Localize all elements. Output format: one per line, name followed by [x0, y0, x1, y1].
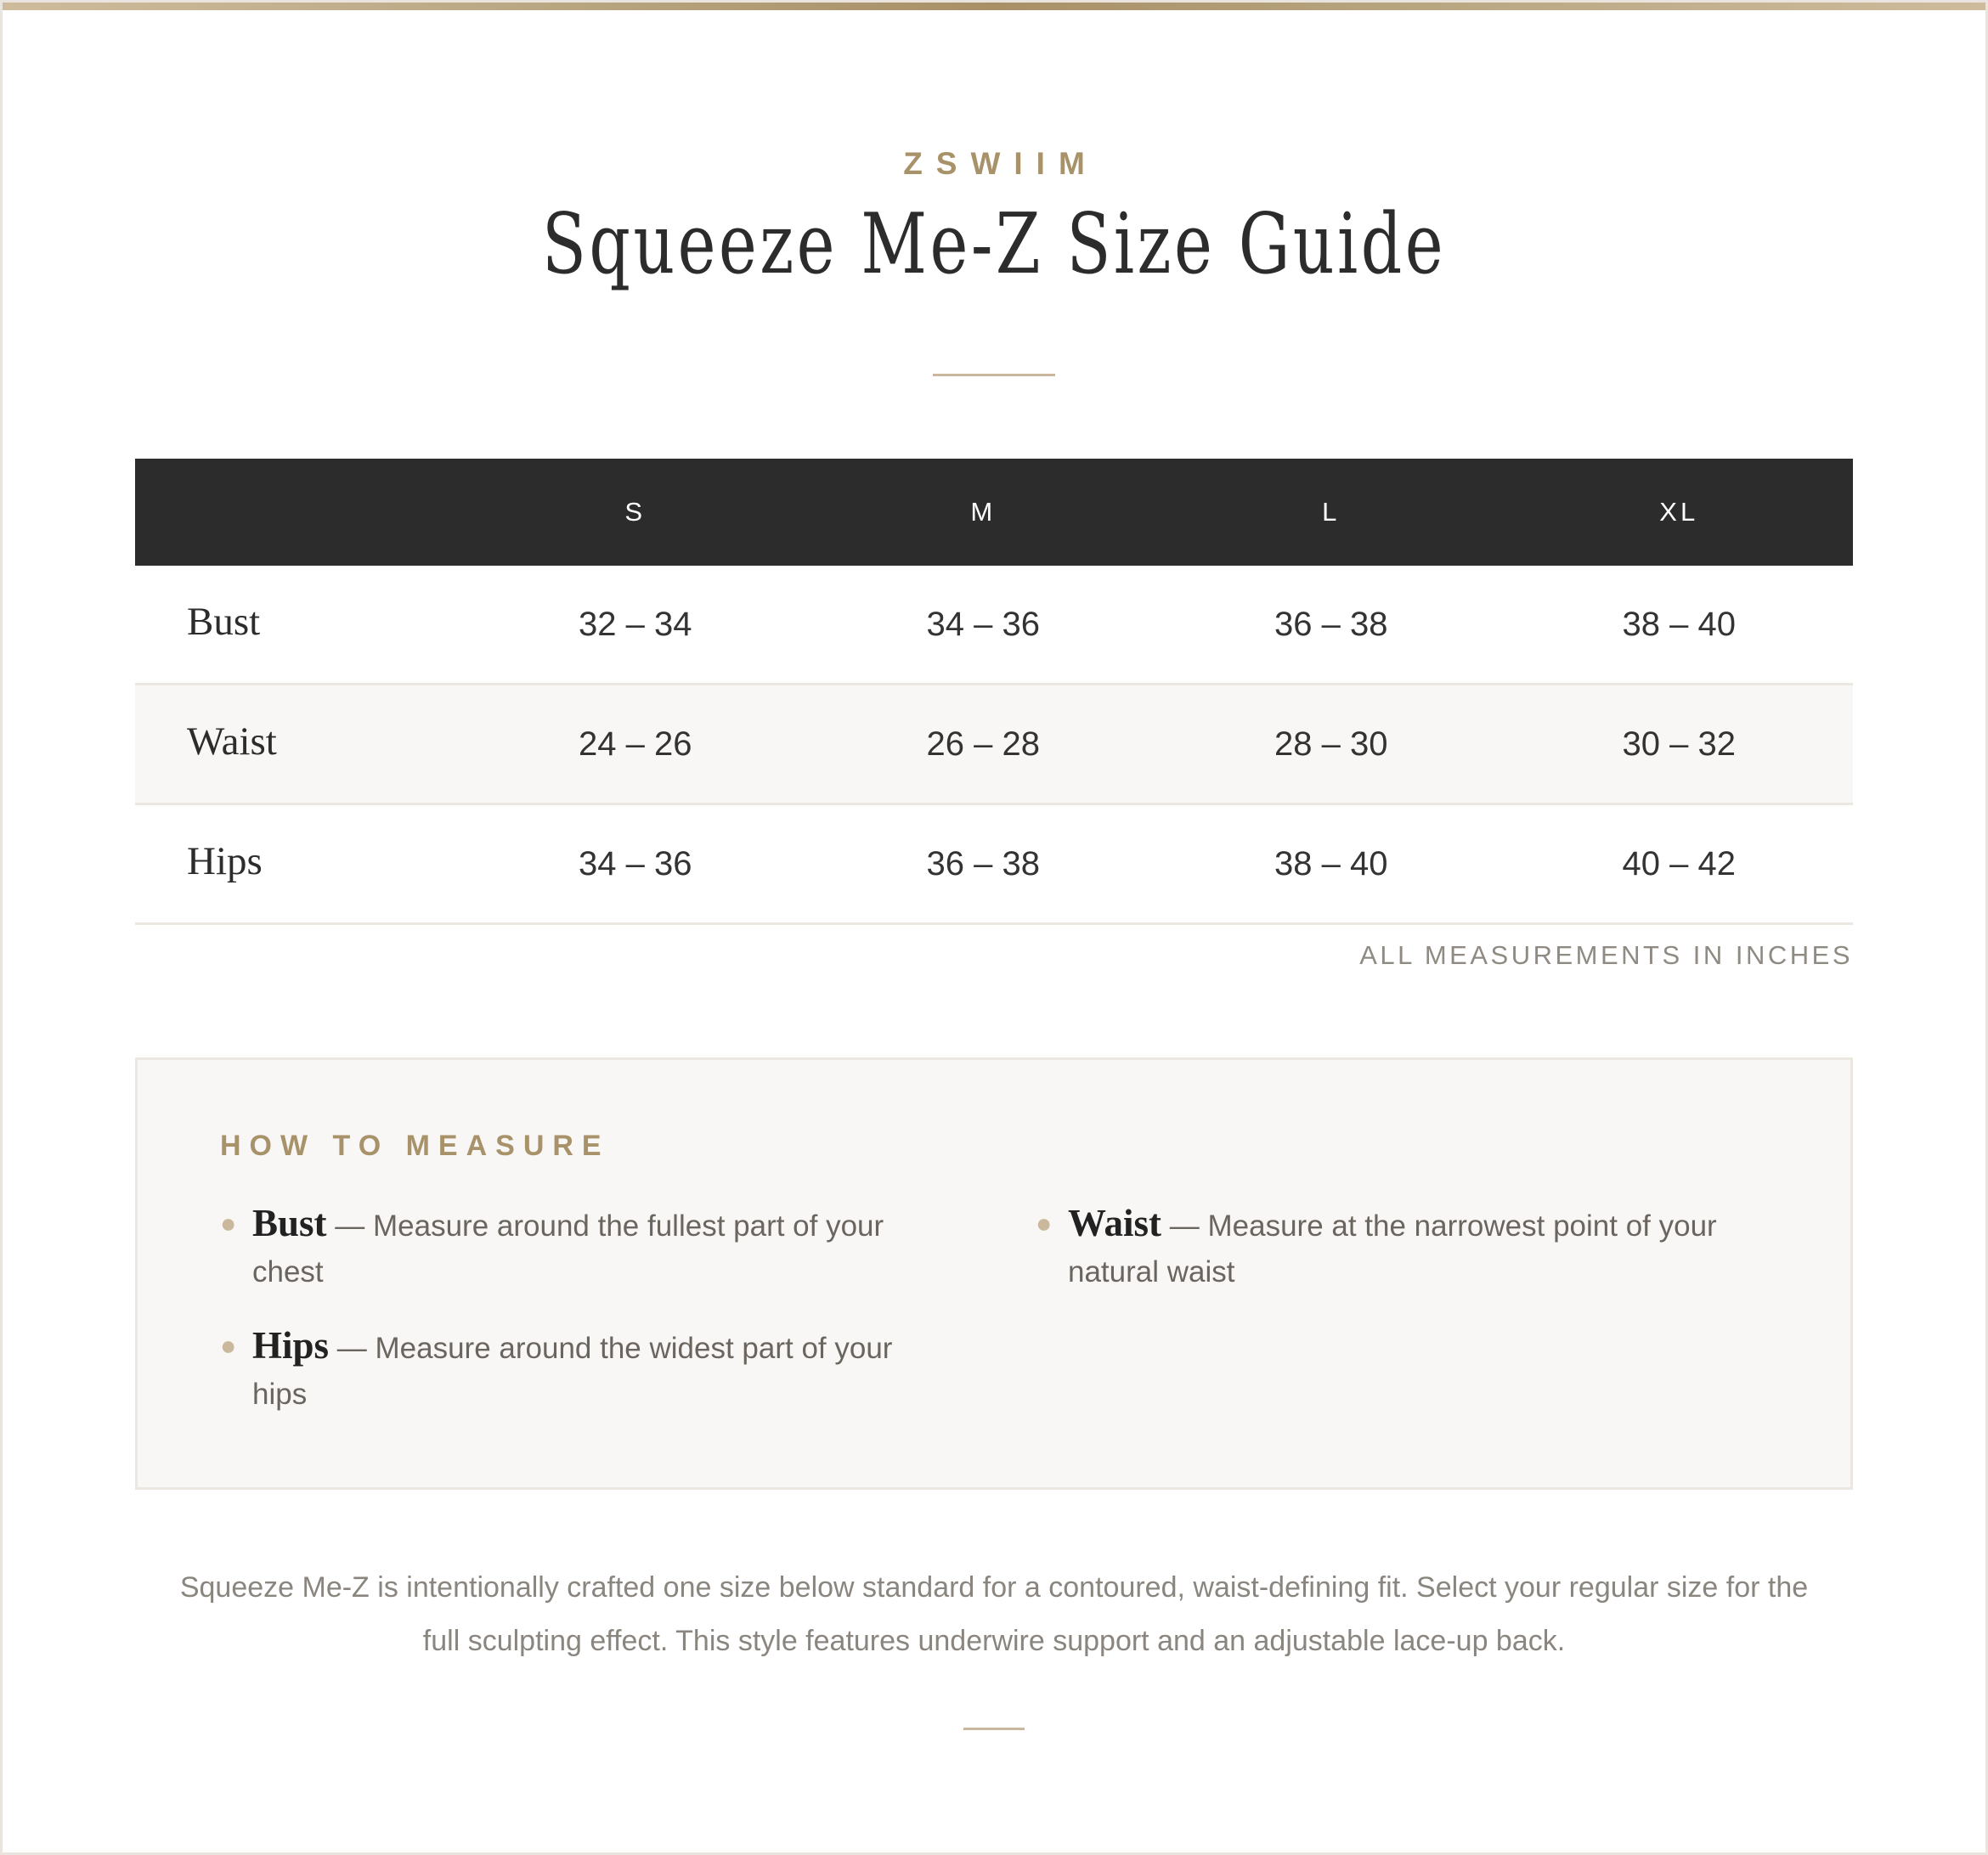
measure-separator: — — [326, 1209, 373, 1243]
table-cell: 24 – 26 — [579, 725, 692, 763]
bullet-dot-icon: ● — [220, 1208, 237, 1238]
how-to-measure-heading: HOW TO MEASURE — [220, 1130, 610, 1162]
table-row-hips — [135, 805, 1853, 925]
measure-description: Measure at the narrowest point of your natural waist — [1068, 1209, 1717, 1288]
header-cell-l: L — [1322, 497, 1341, 527]
table-cell: 38 – 40 — [1274, 844, 1388, 882]
page-title: Squeeze Me-Z Size Guide — [542, 196, 1446, 293]
measure-term: Hips — [252, 1324, 330, 1367]
footer-divider — [963, 1728, 1025, 1730]
table-row-bust — [135, 566, 1853, 685]
table-cell: 30 – 32 — [1622, 725, 1736, 763]
table-cell: 32 – 34 — [579, 605, 692, 643]
measure-item-waist — [1036, 1200, 1765, 1295]
row-label: Hips — [187, 839, 263, 883]
measure-description: Measure around the fullest part of your chest — [252, 1209, 884, 1288]
row-label: Bust — [187, 600, 261, 644]
table-cell: 38 – 40 — [1622, 605, 1736, 643]
bullet-dot-icon: ● — [220, 1330, 237, 1361]
measure-item-hips — [220, 1322, 949, 1418]
table-cell: 34 – 36 — [926, 605, 1040, 643]
measure-separator: — — [1161, 1209, 1208, 1243]
header-cell-s: S — [624, 497, 647, 527]
measure-term: Waist — [1068, 1202, 1162, 1244]
table-cell: 36 – 38 — [926, 844, 1040, 882]
size-table-header — [135, 459, 1853, 566]
brand-name: ZSWIIM — [903, 146, 1098, 181]
table-cell: 28 – 30 — [1274, 725, 1388, 763]
header-cell-m: M — [970, 497, 997, 527]
table-row-waist — [135, 685, 1853, 805]
measure-item-bust — [220, 1200, 949, 1295]
row-label: Waist — [187, 719, 277, 764]
how-to-measure-panel — [135, 1057, 1853, 1490]
table-cell: 36 – 38 — [1274, 605, 1388, 643]
bullet-dot-icon: ● — [1036, 1208, 1053, 1238]
header-cell-xl: XL — [1659, 497, 1699, 527]
top-accent-bar — [3, 3, 1985, 10]
unit-note: ALL MEASUREMENTS IN INCHES — [1359, 940, 1853, 970]
fit-note: Squeeze Me-Z is intentionally crafted one size below standard for a contoured, waist-defining fit. Select your regular size for the full sculpting effect. This style features underwire support and an adjustable lace-up back. — [179, 1571, 1809, 1657]
measure-description: Measure around the widest part of your hips — [252, 1332, 893, 1411]
measure-separator: — — [329, 1332, 376, 1365]
table-cell: 40 – 42 — [1622, 844, 1736, 882]
size-table — [135, 459, 1853, 925]
table-cell: 34 – 36 — [579, 844, 692, 882]
table-cell: 26 – 28 — [926, 725, 1040, 763]
title-divider — [933, 374, 1055, 376]
measure-term: Bust — [252, 1202, 327, 1244]
